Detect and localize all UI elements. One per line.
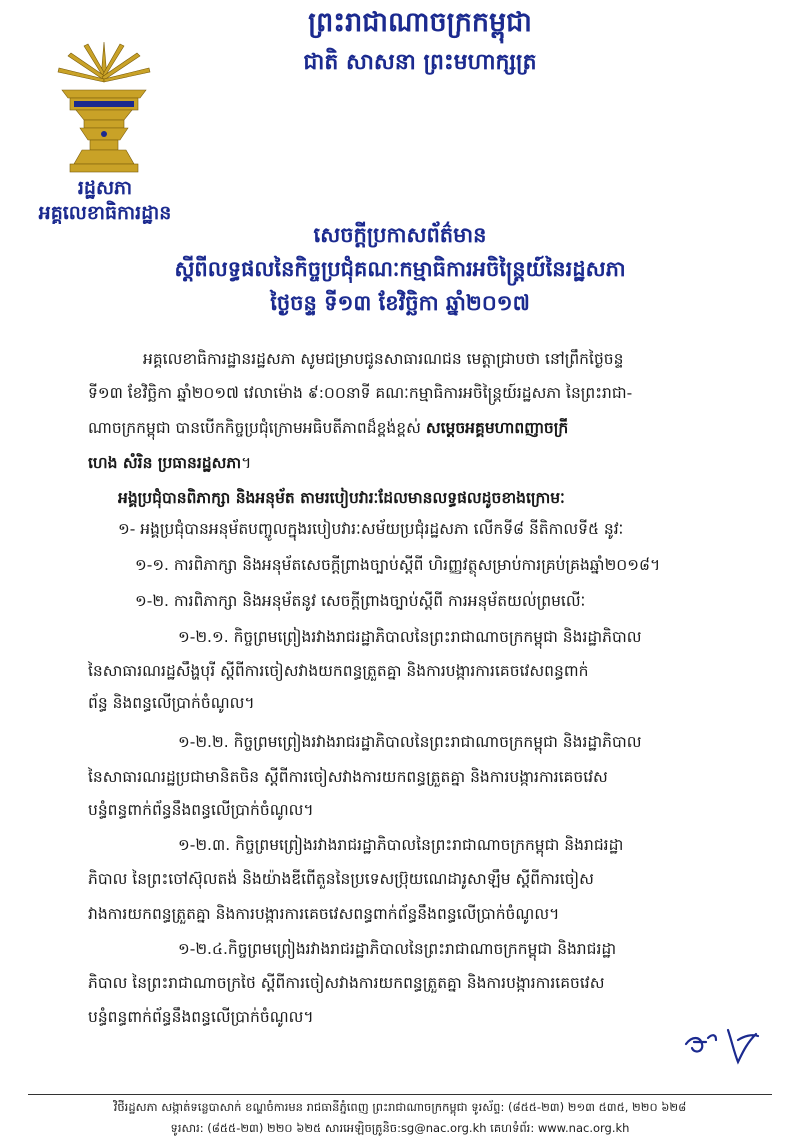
item-1-2-2-line-1: ១-២.២. កិច្ចព្រមព្រៀងរវាងរាជរដ្ឋាភិបាលនៃព្រះរាជាណាចក្រកម្ពុជា និងរដ្ឋាភិបាល — [178, 733, 642, 751]
footer-contact: ទូរសារ: (៨៥៥-២៣) ២២០ ៦២៥ សារអេឡិចត្រូនិច:sg@nac.org.kh គេហទំព័រ: www.nac.org.kh — [170, 1121, 630, 1135]
item-1-2-4-line-3: បន្ធំពន្ធពាក់ព័ន្ធនឹងពន្ធលើប្រាក់ចំណូល។ — [88, 1008, 314, 1026]
intro-line-3-text: ណាចក្រកម្ពុជា បានបើកកិច្ចប្រជុំក្រោមអធិបតីភាពដ៏ខ្ពង់ខ្ពស់ — [88, 419, 421, 437]
item-1-2-1-line-2: នៃសាធារណរដ្ឋសឹង្ហបុរី ស្តីពីការចៀសវាងយកពន្ធត្រួតគ្នា និងការបង្ការការគេចវេសពន្ធពាក់ — [88, 662, 589, 680]
intro-line-2: ទី១៣ ខែវិច្ឆិកា ឆ្នាំ២០១៧ វេលាម៉ោង ៩:០០នាទី គណៈកម្មាធិការអចិន្ត្រៃយ៍រដ្ឋសភា នៃព្រះរាជា- — [88, 384, 633, 402]
item-1: ១- អង្គប្រជុំបានអនុម័តបញ្ចូលក្នុងរបៀបវារៈសម័យប្រជុំរដ្ឋសភា លើកទី៨ នីតិកាលទី៥ នូវៈ — [118, 520, 624, 538]
item-1-2: ១-២. ការពិភាក្សា និងអនុម័តនូវ សេចក្តីព្រាងច្បាប់ស្តីពី ការអនុម័តយល់ព្រមលើៈ — [135, 592, 586, 610]
item-1-2-1-line-1: ១-២.១. កិច្ចព្រមព្រៀងរវាងរាជរដ្ឋាភិបាលនៃព្រះរាជាណាចក្រកម្ពុជា និងរដ្ឋាភិបាល — [178, 628, 642, 646]
footer-divider — [28, 1094, 772, 1095]
item-1-2-3-line-1: ១-២.៣. កិច្ចព្រមព្រៀងរវាងរាជរដ្ឋាភិបាលនៃព្រះរាជាណាចក្រកម្ពុជា និងរាជរដ្ឋា — [178, 836, 624, 854]
item-1-2-4-line-2: ភិបាល នៃព្រះរាជាណាចក្រថៃ ស្តីពីការចៀសវាងការយកពន្ធត្រួតគ្នា និងការបង្ការការគេចវេស — [88, 974, 605, 992]
document-subject: ស្តីពីលទ្ធផលនៃកិច្ចប្រជុំគណៈកម្មាធិការអចិន្ត្រៃយ៍នៃរដ្ឋសភា — [174, 257, 626, 281]
item-1-2-2-line-2: នៃសាធារណរដ្ឋប្រជាមានិតចិន ស្តីពីការចៀសវាងការយកពន្ធត្រួតគ្នា និងការបង្ការការគេចវេស — [88, 768, 608, 786]
item-1-2-2-line-3: បន្ធំពន្ធពាក់ព័ន្ធនឹងពន្ធលើប្រាក់ចំណូល។ — [88, 801, 314, 819]
footer-address: វិថីរដ្ឋសភា សង្កាត់ទន្លេបាសាក់ ខណ្ឌចំការមន រាជធានីភ្នំពេញ ព្រះរាជាណាចក្រកម្ពុជា ទូរស័ព្ទ: (៨៥៥-២៣) ២១៣ ៥៣៥, ២២០ ៦២៨ — [113, 1100, 687, 1114]
item-1-1: ១-១. ការពិភាក្សា និងអនុម័តសេចក្តីព្រាងច្បាប់ស្តីពី ហិរញ្ញវត្ថុសម្រាប់ការគ្រប់គ្រងឆ្នាំ២០១៨។ — [135, 556, 661, 574]
national-assembly-emblem-icon — [54, 40, 154, 178]
signature-initials-icon — [682, 1022, 762, 1068]
item-1-2-3-line-3: វាងការយកពន្ធត្រួតគ្នា និងការបង្ការការគេចវេសពន្ធពាក់ព័ន្ធនឹងពន្ធលើប្រាក់ចំណូល។ — [88, 905, 560, 923]
document-title: សេចក្តីប្រកាសព័ត៌មាន — [313, 223, 487, 247]
org-name: រដ្ឋសភា — [77, 177, 133, 199]
national-motto: ជាតិ សាសនា ព្រះមហាក្សត្រ — [303, 50, 537, 75]
kingdom-heading: ព្រះរាជាណាចក្រកម្ពុជា — [308, 7, 532, 38]
agenda-heading: អង្គប្រជុំបានពិភាក្សា និងអនុម័ត តាមរបៀបវារៈដែលមានលទ្ធផលដូចខាងក្រោមៈ — [118, 489, 565, 507]
item-1-2-3-line-2: ភិបាល នៃព្រះចៅស៊ុលតង់ និងយ៉ាងឌីពើតួននៃប្រទេសប្រ៊ុយណេដារូសាឡឹម ស្តីពីការចៀស — [88, 870, 594, 888]
intro-line-4 — [88, 448, 251, 478]
chairman-title: សម្តេចអគ្គមហាពញាចក្រី — [425, 419, 569, 437]
item-1-2-4-line-1: ១-២.៤.កិច្ចព្រមព្រៀងរវាងរាជរដ្ឋាភិបាលនៃព្រះរាជាណាចក្រកម្ពុជា និងរាជរដ្ឋា — [178, 940, 617, 958]
document-date: ថ្ងៃចន្ទ ទី១៣ ខែវិច្ឆិកា ឆ្នាំ២០១៧ — [270, 291, 530, 315]
item-1-2-1-line-3: ព័ន្ធ និងពន្ធលើប្រាក់ចំណូល។ — [88, 694, 255, 712]
intro-line-4-end: ។ — [241, 454, 252, 472]
intro-line-3 — [88, 413, 568, 443]
chairman-name: ហេង សំរិន ប្រធានរដ្ឋសភា — [88, 454, 242, 472]
intro-line-1: អគ្គលេខាធិការដ្ឋានរដ្ឋសភា សូមជម្រាបជូនសាធារណជន មេត្តាជ្រាបថា នៅព្រឹកថ្ងៃចន្ទ — [143, 350, 624, 368]
org-department: អគ្គលេខាធិការដ្ឋាន — [38, 202, 172, 224]
